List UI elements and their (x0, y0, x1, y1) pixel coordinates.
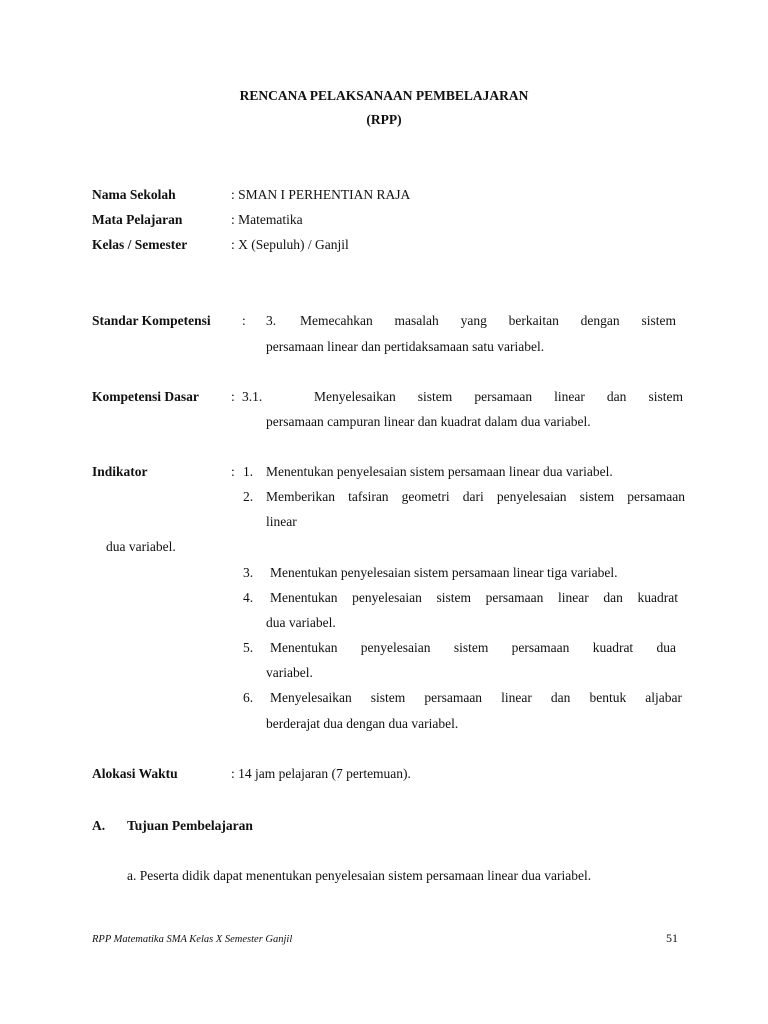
indikator-text: Menentukan penyelesaian sistem persamaan linear dua variabel. (266, 464, 613, 479)
label-kompetensi-dasar: Kompetensi Dasar (92, 389, 199, 404)
indikator-text: Menyelesaikan sistem persamaan linear dan bentuk aljabar (270, 690, 682, 705)
standar-colon: : (242, 313, 246, 328)
value-mata-pelajaran: : Matematika (231, 212, 303, 227)
label-standar-kompetensi: Standar Kompetensi (92, 313, 211, 328)
kompetensi-colon: : (231, 389, 235, 404)
value-kelas-semester: : X (Sepuluh) / Ganjil (231, 237, 349, 252)
section-a-heading: Tujuan Pembelajaran (127, 818, 253, 833)
kompetensi-text-line2: persamaan campuran linear dan kuadrat dalam dua variabel. (266, 414, 591, 429)
kompetensi-number: 3.1. (242, 389, 263, 404)
indikator-colon: : (231, 464, 235, 479)
label-nama-sekolah: Nama Sekolah (92, 187, 176, 202)
value-alokasi-waktu: : 14 jam pelajaran (7 pertemuan). (231, 766, 411, 781)
label-alokasi-waktu: Alokasi Waktu (92, 766, 178, 781)
indikator-text: Menentukan penyelesaian sistem persamaan linear tiga variabel. (270, 565, 618, 580)
label-indikator: Indikator (92, 464, 148, 479)
section-a-item: a. Peserta didik dapat menentukan penyelesaian sistem persamaan linear dua variabel. (127, 868, 592, 883)
label-mata-pelajaran: Mata Pelajaran (92, 212, 183, 227)
standar-number: 3. (266, 313, 277, 328)
kompetensi-text-line1: Menyelesaikan sistem persamaan linear dan sistem (314, 389, 683, 404)
indikator-text: Menentukan penyelesaian sistem persamaan kuadrat dua (270, 640, 676, 655)
indikator-number: 2. (243, 489, 254, 504)
document-title: RENCANA PELAKSANAAN PEMBELAJARAN (239, 88, 529, 103)
document-subtitle: (RPP) (366, 112, 402, 127)
indikator-text: Memberikan tafsiran geometri dari penyelesaian sistem persamaan (266, 489, 685, 504)
indikator-text-cont: dua variabel. (266, 615, 336, 630)
indikator-stray-text: dua variabel. (106, 539, 176, 554)
indikator-text: Menentukan penyelesaian sistem persamaan linear dan kuadrat (270, 590, 678, 605)
value-nama-sekolah: : SMAN I PERHENTIAN RAJA (231, 187, 411, 202)
indikator-text-cont: berderajat dua dengan dua variabel. (266, 716, 459, 731)
indikator-text-cont: variabel. (266, 665, 313, 680)
indikator-text-cont: linear (266, 514, 297, 529)
standar-text-line1: Memecahkan masalah yang berkaitan dengan sistem (300, 313, 676, 328)
label-kelas-semester: Kelas / Semester (92, 237, 188, 252)
indikator-number: 6. (243, 690, 254, 705)
page-footer-text: RPP Matematika SMA Kelas X Semester Ganjil (92, 934, 293, 945)
indikator-number: 5. (243, 640, 254, 655)
page-number: 51 (666, 931, 678, 945)
standar-text-line2: persamaan linear dan pertidaksamaan satu variabel. (266, 339, 545, 354)
indikator-number: 3. (243, 565, 254, 580)
section-a-letter: A. (92, 818, 106, 833)
indikator-number: 1. (243, 464, 254, 479)
indikator-number: 4. (243, 590, 254, 605)
